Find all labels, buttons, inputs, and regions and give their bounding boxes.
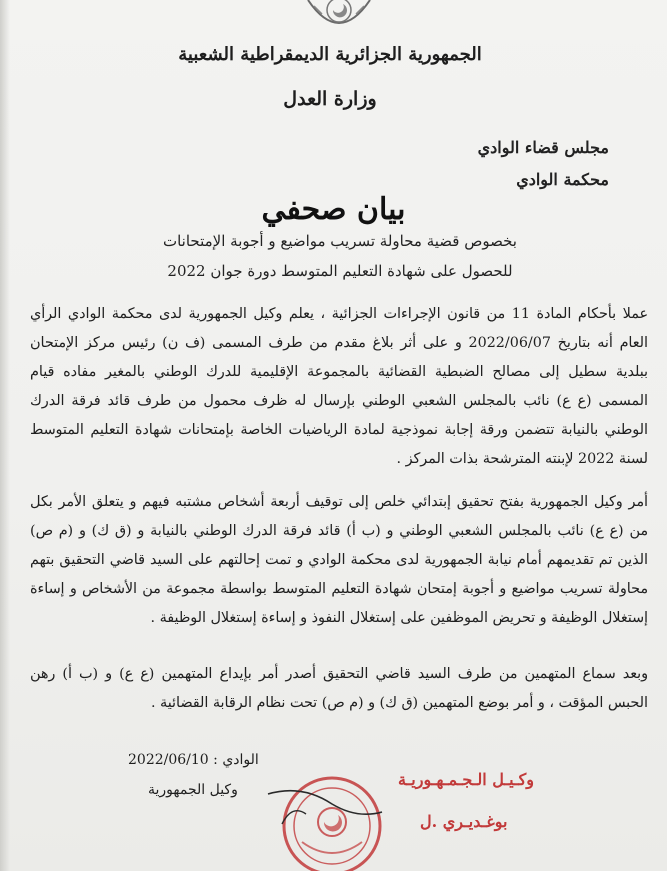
judicial-council-label: مجلس قضاء الوادي <box>477 138 609 157</box>
republic-heading: الجمهورية الجزائرية الديمقراطية الشعبية <box>178 44 482 65</box>
place-date: الوادي : 2022/06/10 <box>128 752 259 768</box>
red-signer-title: وكـيـل الـجـمـهـوريـة <box>398 770 534 789</box>
body-paragraph-1: عملا بأحكام المادة 11 من قانون الإجراءات الجزائية ، يعلم وكيل الجمهورية لدى محكمة الوادي الرأي العام أنه بتاريخ 2022/06/07 و على أثر بلاغ مقدم من طرف المسمى (ف ن) رئيس مركز الإمتحان ببلدية سطيل إلى مصالح الضبطية القضائية بالمجموعة الإقليمية للدرك الوطني بالمغير مفاده قيام المسمى (ع ع) نائب بالمجلس الشعبي الوطني بإرسال له ظرف محمول من طرف قائد فرقة الدرك الوطني بالنيابة تتضمن ورقة إجابة نموذجية لمادة الرياضيات الخاصة بإمتحانات شهادة التعليم المتوسط لسنة 2022 لإبنته المترشحة بذات المركز . <box>30 306 648 467</box>
algeria-emblem-icon <box>300 0 378 40</box>
official-seal-stamp-icon <box>262 764 392 871</box>
body-paragraph-2: أمر وكيل الجمهورية بفتح تحقيق إبتدائي خلص إلى توقيف أربعة أشخاص مشتبه فيهم و يتعلق الأمر بكل من (ع ع) نائب بالمجلس الشعبي الوطني و (ب أ) قائد فرقة الدرك الوطني بالنيابة و (ق ك) و (م ص) الذين تم تقديمهم أمام نيابة الجمهورية لدى محكمة الوادي و تمت إحالتهم على السيد قاضي التحقيق بتهم محاولة تسريب مواضيع و أجوبة إمتحان شهادة التعليم المتوسط بواسطة مجموعة من الأشخاص و إساءة إستغلال الوظيفة و تحريض الموظفين على إستغلال النفوذ و إساءة إستغلال الوظيفة . <box>30 494 648 626</box>
tribunal-label: محكمة الوادي <box>516 170 609 189</box>
press-release-title: بيان صحفي <box>261 192 406 227</box>
subject-line-1: بخصوص قضية محاولة تسريب مواضيع و أجوبة الإمتحانات <box>162 232 517 250</box>
ministry-heading: وزارة العدل <box>283 88 377 110</box>
page-edge-shadow <box>0 0 10 871</box>
signer-title: وكيل الجمهورية <box>148 782 238 798</box>
body-paragraph-3: وبعد سماع المتهمين من طرف السيد قاضي التحقيق أصدر أمر بإيداع المتهمين (ع ع) و (ب أ) رهن الحبس المؤقت ، و أمر بوضع المتهمين (ق ك) و (م ص) تحت نظام الرقابة القضائية . <box>30 666 648 711</box>
subject-line-2: للحصول على شهادة التعليم المتوسط دورة جوان 2022 <box>167 262 513 280</box>
red-signer-name: بوغـديـري .ل <box>420 812 508 831</box>
